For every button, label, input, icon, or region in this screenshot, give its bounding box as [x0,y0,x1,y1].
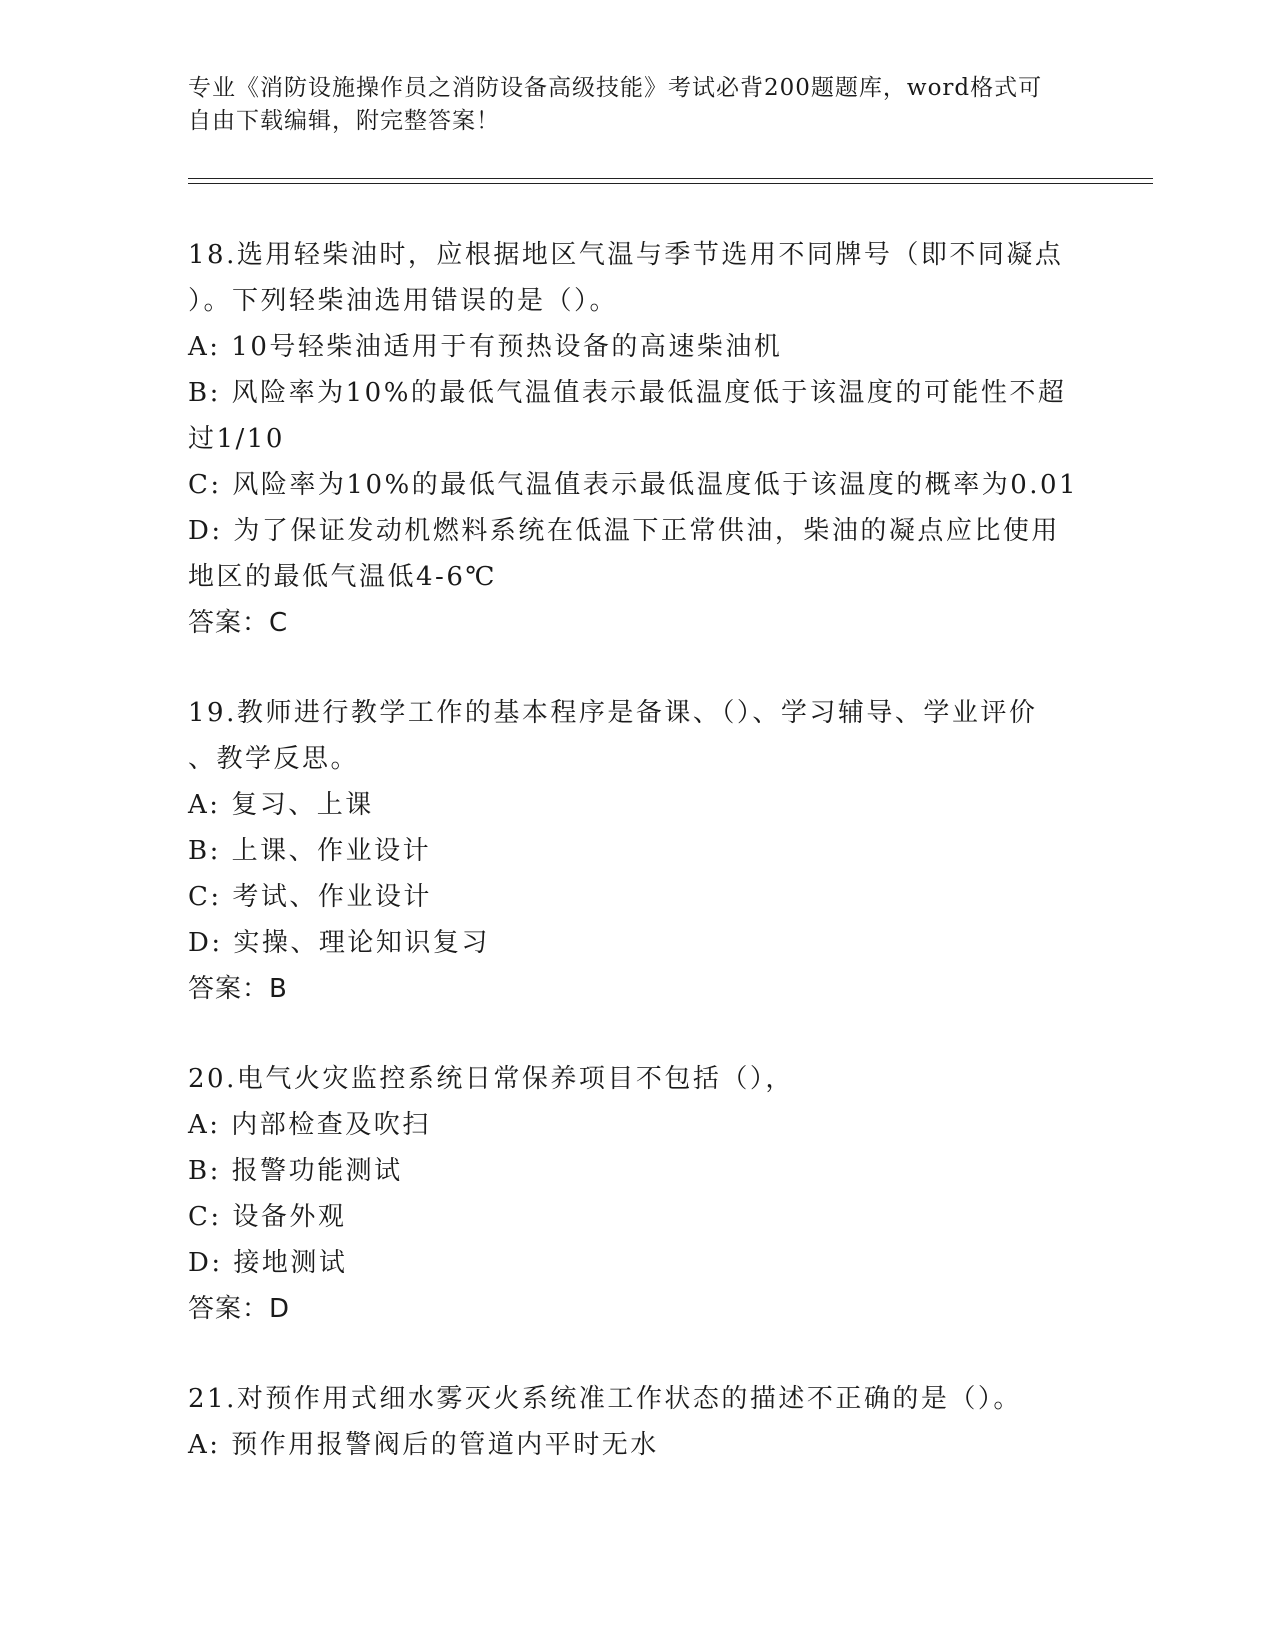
header-line-1: 专业《消防设施操作员之消防设备高级技能》考试必背200题题库，word格式可 [188,75,1043,101]
option-d-continued: 地区的最低气温低4-6℃ [188,562,497,592]
question-stem-line: 、教学反思。 [188,744,360,774]
option-c: C: 设备外观 [188,1202,347,1232]
option-d: D: 为了保证发动机燃料系统在低温下正常供油，柴油的凝点应比使用 [188,516,1060,546]
header-rule-bottom [188,183,1153,184]
option-c: C: 风险率为10%的最低气温值表示最低温度低于该温度的概率为0.01 [188,470,1079,500]
question-21 [188,1376,1078,1468]
question-stem-line: 21.对预作用式细水雾灭火系统准工作状态的描述不正确的是（）。 [188,1384,1022,1414]
question-list [188,232,1078,1512]
option-a: A: 内部检查及吹扫 [188,1110,431,1140]
option-a: A: 10号轻柴油适用于有预热设备的高速柴油机 [188,332,783,362]
header-line-2: 自由下载编辑，附完整答案！ [188,108,500,134]
question-stem-line: ）。下列轻柴油选用错误的是（）。 [188,286,619,316]
answer: 答案：C [188,608,289,638]
option-b-continued: 过1/10 [188,424,285,454]
option-a: A: 预作用报警阀后的管道内平时无水 [188,1430,659,1460]
document-header [188,72,1068,138]
question-18 [188,232,1078,646]
option-a: A: 复习、上课 [188,790,374,820]
question-stem-line: 20.电气火灾监控系统日常保养项目不包括（）， [188,1064,794,1094]
question-stem-line: 18.选用轻柴油时，应根据地区气温与季节选用不同牌号（即不同凝点 [188,240,1064,270]
question-stem-line: 19.教师进行教学工作的基本程序是备课、（）、学习辅导、学业评价 [188,698,1038,728]
answer: 答案：B [188,974,288,1004]
option-b: B: 风险率为10%的最低气温值表示最低温度低于该温度的可能性不超 [188,378,1067,408]
option-b: B: 报警功能测试 [188,1156,403,1186]
header-rule-top [188,178,1153,179]
option-d: D: 接地测试 [188,1248,348,1278]
option-b: B: 上课、作业设计 [188,836,432,866]
option-d: D: 实操、理论知识复习 [188,928,490,958]
question-20 [188,1056,1078,1332]
answer: 答案：D [188,1294,291,1324]
option-c: C: 考试、作业设计 [188,882,432,912]
question-19 [188,690,1078,1012]
